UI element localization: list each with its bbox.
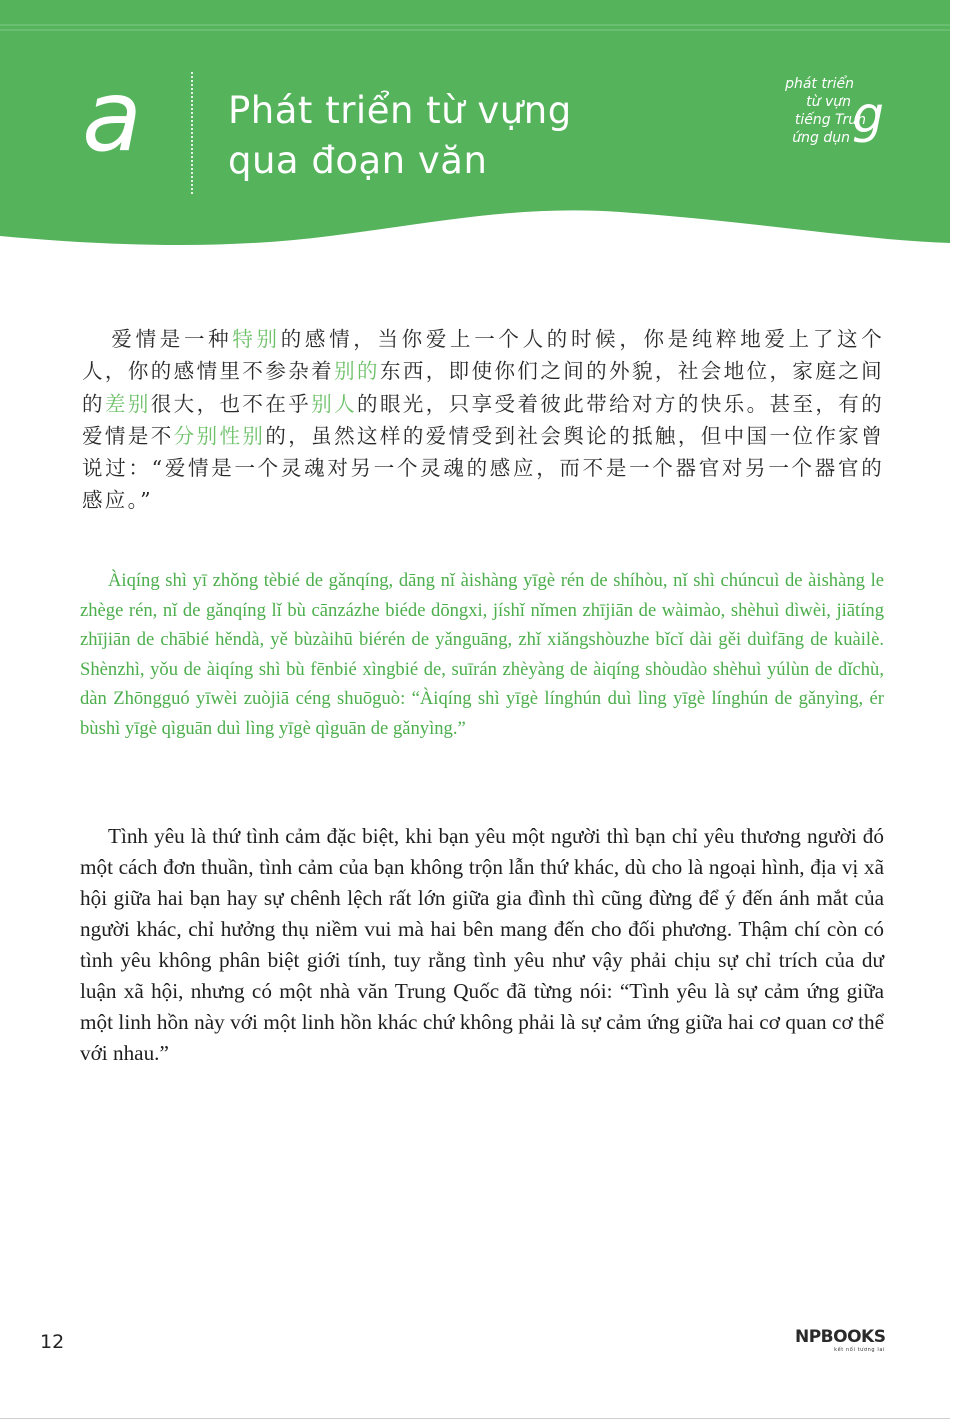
highlighted-vocabulary: 别人	[311, 391, 358, 416]
chinese-paragraph	[82, 323, 884, 517]
chapter-title-line-2: qua đoạn văn	[228, 139, 488, 182]
vietnamese-text: Tình yêu là thứ tình cảm đặc biệt, khi bạn yêu một người thì bạn chỉ yêu thương người đó một cách đơn thuần, tình cảm của bạn không trộn lẫn thứ khác, dù cho là ngoại hình, địa vị xã hội giữa hai bạn hay sự chênh lệch rất lớn giữa gia đình thì cũng đừng để ý đến ánh mắt của người khác, chỉ hưởng thụ niềm vui mà hai bên mang đến cho đối phương. Thậm chí còn có tình yêu không phân biệt giới tính, tuy rằng tình yêu như vậy phải chịu sự chỉ trích của dư luận xã hội, nhưng có một nhà văn Trung Quốc đã từng nói: “Tình yêu là sự cảm ứng giữa một linh hồn này với một linh hồn khác chứ không phải là sự cảm ứng giữa hai cơ quan cơ thể với nhau.”	[80, 824, 884, 1065]
vietnamese-paragraph	[80, 821, 884, 1069]
chinese-text-segment: 的眼光，只享受着彼此带给对方的快乐。甚至，有的爱情是不	[82, 391, 884, 448]
section-letter: a	[82, 60, 143, 174]
dotted-divider	[191, 72, 193, 194]
pinyin-text: Àiqíng shì yī zhǒng tèbié de gǎnqíng, dāng nǐ àishàng yīgè rén de shíhòu, nǐ shì chúncuì de àishàng le zhège rén, nǐ de gǎnqíng lǐ bù cānzázhe biéde dōngxi, jíshǐ nǐmen zhījiān de wàimào, shèhuì dìwèi, jiātíng zhījiān de chābié hěndà, yě bùzàihū biérén de yǎnguāng, zhǐ xiǎngshòuzhe bǐcǐ dài gěi duìfāng de kuàilè. Shènzhì, yǒu de àiqíng shì bù fēnbié xìngbié de, suīrán zhèyàng de àiqíng shòudào shèhuì yúlùn de dǐchù, dàn Zhōngguó yīwèi zuòjiā céng shuōguò: “Àiqíng shì yīgè línghún duì lìng yīgè línghún de gǎnyìng, ér bùshì yīgè qìguān duì lìng yīgè qìguān de gǎnyìng.”	[80, 570, 884, 739]
chapter-title	[228, 86, 572, 186]
highlighted-vocabulary: 差别	[104, 391, 151, 416]
series-logo-letter: g	[852, 86, 884, 144]
publisher-tagline: kết nối tương lai	[834, 1347, 885, 1353]
chinese-text-segment: 东西，即使你们之间的外貌，社会地位，家庭之间的	[82, 359, 884, 416]
chinese-text-segment: 很大，也不在乎	[150, 391, 312, 416]
chinese-text-segment: 爱情是一种	[110, 327, 233, 351]
series-logo-line-4: ứng dụn	[792, 130, 850, 146]
publisher-logo	[795, 1327, 885, 1353]
chinese-text-segment: 的感情，当你爱上一个人的时候，你是纯粹地爱上了这个人，你的感情里不参杂着	[82, 327, 884, 384]
highlighted-vocabulary: 分别性别	[173, 423, 266, 448]
publisher-name: NPBOOKS	[795, 1327, 886, 1347]
series-logo-line-2: từ vựn	[806, 94, 851, 110]
series-logo-line-3: tiếng Trun	[794, 112, 866, 128]
bottom-rule	[0, 1418, 965, 1419]
highlighted-vocabulary: 特别	[232, 327, 281, 351]
page-number: 12	[40, 1331, 65, 1353]
page-edge	[950, 0, 965, 1424]
chapter-banner	[0, 0, 950, 250]
chinese-text-segment: 的，虽然这样的爱情受到社会舆论的抵触，但中国一位作家曾说过：“爱情是一个灵魂对另一个灵魂的感应，而不是一个器官对另一个器官的感应。”	[82, 423, 884, 513]
pinyin-paragraph	[80, 566, 884, 743]
chapter-title-line-1: Phát triển từ vựng	[228, 89, 572, 132]
series-logo	[758, 76, 898, 154]
series-logo-line-1: phát triển	[785, 76, 854, 92]
highlighted-vocabulary: 别的	[334, 359, 380, 384]
